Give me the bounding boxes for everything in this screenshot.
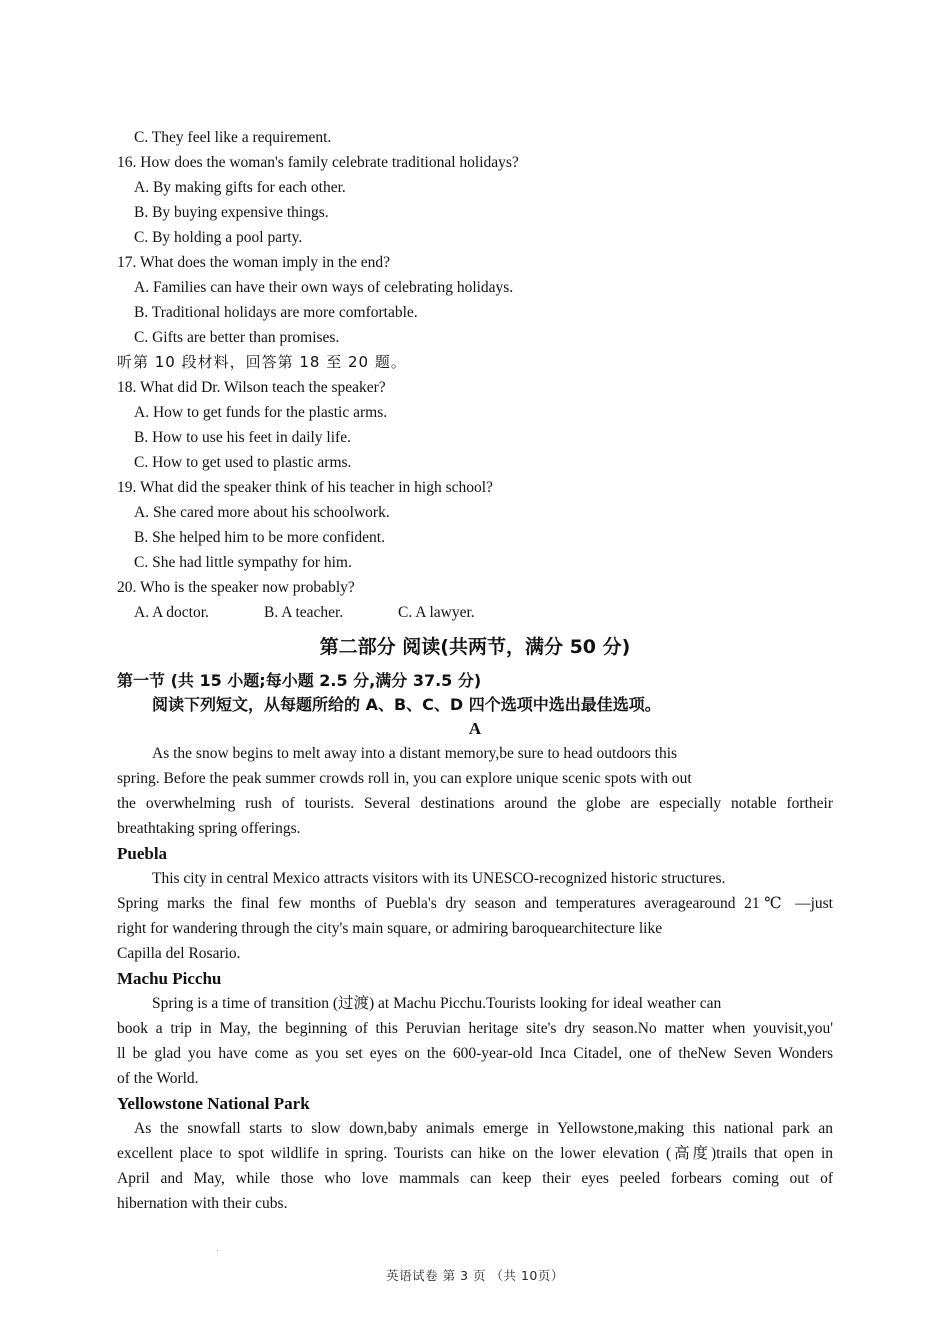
machu-picchu-heading: Machu Picchu — [117, 969, 222, 988]
q20-options — [117, 600, 833, 625]
stray-dot — [217, 1250, 218, 1251]
q18-option-c: C. How to get used to plastic arms. — [134, 454, 352, 471]
q18-option-a: A. How to get funds for the plastic arms. — [134, 404, 388, 421]
q20-option-b: B. A teacher. — [264, 604, 344, 621]
machu-line: of the World. — [117, 1070, 199, 1087]
q16-option-a: A. By making gifts for each other. — [134, 179, 346, 196]
q17-option-c: C. Gifts are better than promises. — [134, 329, 340, 346]
puebla-line: This city in central Mexico attracts visitors with its UNESCO-recognized historic structures. — [152, 870, 726, 887]
yellowstone-line: excellent place to spot wildlife in spring. Tourists can hike on the lower elevation (高度)trails that open in — [117, 1145, 833, 1162]
q16-stem: 16. How does the woman's family celebrate traditional holidays? — [117, 154, 519, 171]
q19-stem: 19. What did the speaker think of his teacher in high school? — [117, 479, 493, 496]
yellowstone-heading: Yellowstone National Park — [117, 1094, 310, 1113]
puebla-paragraph — [117, 866, 833, 966]
machu-picchu-paragraph — [117, 991, 833, 1091]
page-footer: 英语试卷 第 3 页 （共 10页） — [386, 1268, 564, 1283]
yellowstone-paragraph — [117, 1116, 833, 1216]
machu-line: book a trip in May, the beginning of this Peruvian heritage site's dry season.No matter when youvisit,you' — [117, 1020, 833, 1037]
passage-intro — [117, 741, 833, 841]
q19-option-b: B. She helped him to be more confident. — [134, 529, 385, 546]
puebla-heading: Puebla — [117, 844, 168, 863]
yellowstone-line: April and May, while those who love mammals can keep their eyes peeled forbears coming out of — [117, 1170, 833, 1187]
exam-page — [117, 125, 833, 1216]
machu-line: ll be glad you have come as you set eyes on the 600-year-old Inca Citadel, one of theNew Seven Wonders — [117, 1045, 833, 1062]
q16-option-c: C. By holding a pool party. — [134, 229, 303, 246]
q18-option-b: B. How to use his feet in daily life. — [134, 429, 351, 446]
q18-stem: 18. What did Dr. Wilson teach the speaker? — [117, 379, 386, 396]
puebla-line: Spring marks the final few months of Puebla's dry season and temperatures averagearound 21℃ —just — [117, 895, 833, 912]
q15-option-c: C. They feel like a requirement. — [134, 129, 332, 146]
intro-line: breathtaking spring offerings. — [117, 820, 301, 837]
puebla-line: Capilla del Rosario. — [117, 945, 241, 962]
listening-instruction-10: 听第 10 段材料，回答第 18 至 20 题。 — [117, 353, 407, 371]
intro-line: the overwhelming rush of tourists. Several destinations around the globe are especially notable fortheir — [117, 795, 833, 812]
q19-option-c: C. She had little sympathy for him. — [134, 554, 352, 571]
q19-option-a: A. She cared more about his schoolwork. — [134, 504, 390, 521]
q17-stem: 17. What does the woman imply in the end? — [117, 254, 391, 271]
section-one-title: 第一节 (共 15 小题;每小题 2.5 分,满分 37.5 分) — [117, 671, 482, 690]
q20-option-c: C. A lawyer. — [398, 604, 475, 621]
puebla-line: right for wandering through the city's main square, or admiring baroquearchitecture like — [117, 920, 663, 937]
intro-line: spring. Before the peak summer crowds roll in, you can explore unique scenic spots with out — [117, 770, 692, 787]
q16-option-b: B. By buying expensive things. — [134, 204, 329, 221]
q20-option-a: A. A doctor. — [134, 604, 209, 621]
reading-instruction: 阅读下列短文，从每题所给的 A、B、C、D 四个选项中选出最佳选项。 — [152, 695, 661, 714]
machu-line: Spring is a time of transition (过渡) at Machu Picchu.Tourists looking for ideal weather can — [152, 995, 722, 1012]
passage-letter: A — [468, 719, 482, 738]
q17-option-a: A. Families can have their own ways of celebrating holidays. — [134, 279, 514, 296]
q20-stem: 20. Who is the speaker now probably? — [117, 579, 355, 596]
intro-line: As the snow begins to melt away into a distant memory,be sure to head outdoors this — [152, 745, 678, 762]
q17-option-b: B. Traditional holidays are more comfortable. — [134, 304, 418, 321]
yellowstone-line: As the snowfall starts to slow down,baby animals emerge in Yellowstone,making this national park an — [134, 1120, 833, 1137]
part-two-title: 第二部分 阅读(共两节，满分 50 分) — [319, 636, 631, 658]
yellowstone-line: hibernation with their cubs. — [117, 1195, 288, 1212]
